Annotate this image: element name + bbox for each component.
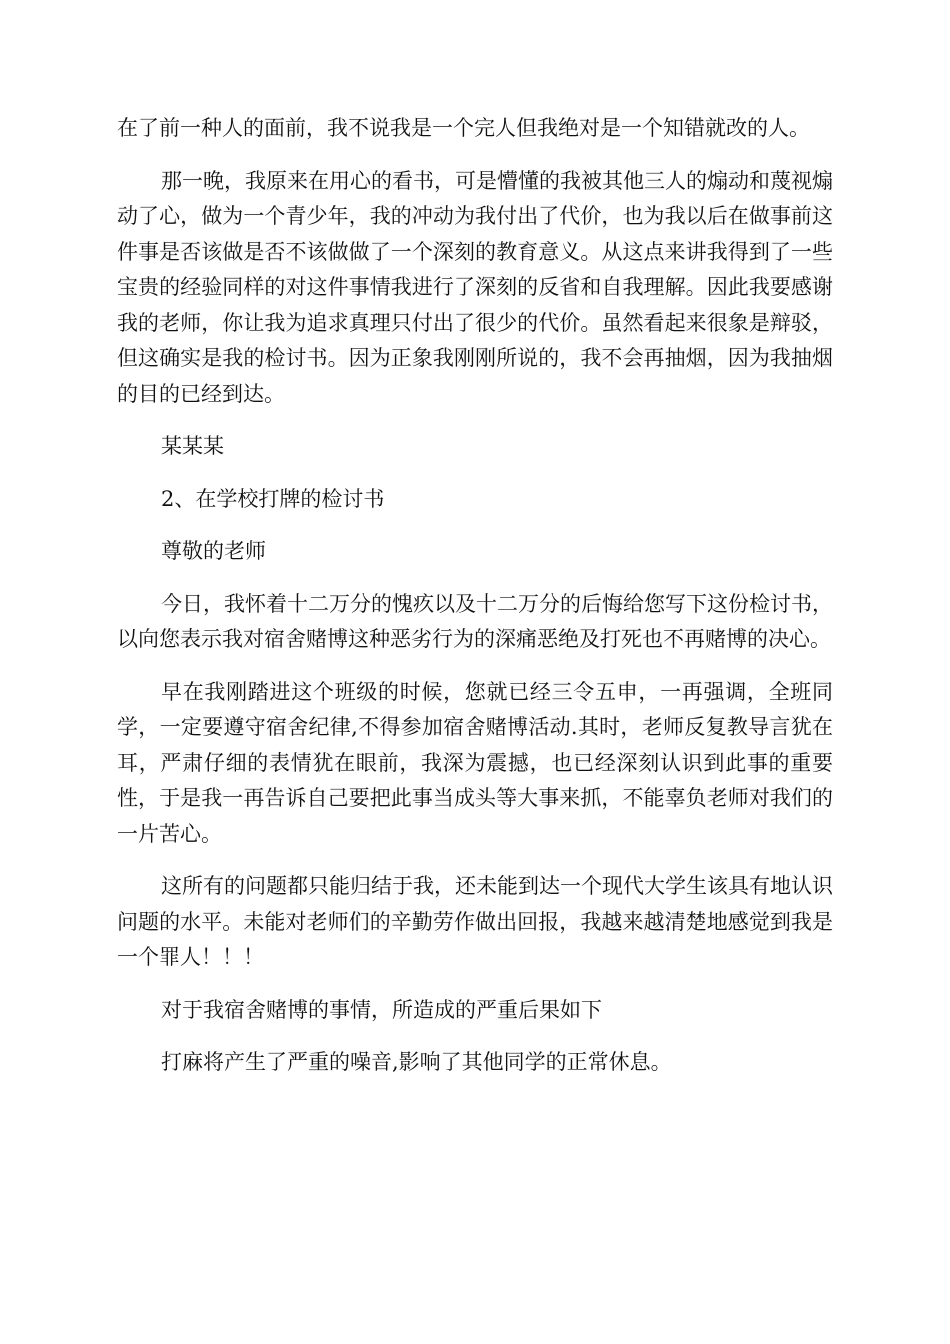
paragraph-responsibility: 这所有的问题都只能归结于我，还未能到达一个现代大学生该具有地认识问题的水平。未能对老师们的辛勤劳作做出回报，我越来越清楚地感觉到我是一个罪人！！！ [117,874,833,969]
paragraph-consequence-noise: 打麻将产生了严重的噪音,影响了其他同学的正常休息。 [161,1050,672,1074]
paragraph-reflection: 那一晚，我原来在用心的看书，可是懵懂的我被其他三人的煽动和蔑视煽动了心，做为一个青少年，我的冲动为我付出了代价，也为我以后在做事前这件事是否该做是否不该做做了一个深刻的教育意义。从这点来讲我得到了一些宝贵的经验同样的对这件事情我进行了深刻的反省和自我理解。因此我要感谢我的老师，你让我为追求真理只付出了很少的代价。虽然看起来很象是辩驳，但这确实是我的检讨书。因为正象我刚刚所说的，我不会再抽烟，因为我抽烟的目的已经到达。 [117,168,833,406]
document-body [117,111,833,1098]
paragraph-consequences-heading: 对于我宿舍赌博的事情，所造成的严重后果如下 [161,997,602,1022]
section-heading: 2、在学校打牌的检讨书 [161,486,385,511]
paragraph-continuation: 在了前一种人的面前，我不说我是一个完人但我绝对是一个知错就改的人。 [117,116,810,140]
salutation: 尊敬的老师 [161,539,266,563]
paragraph-intro: 今日，我怀着十二万分的愧疚以及十二万分的后悔给您写下这份检讨书，以向您表示我对宿舍赌博这种恶劣行为的深痛恶绝及打死也不再赌博的决心。 [117,591,833,651]
paragraph-background: 早在我刚踏进这个班级的时候，您就已经三令五申，一再强调，全班同学，一定要遵守宿舍纪律,不得参加宿舍赌博活动.其时，老师反复教导言犹在耳，严肃仔细的表情犹在眼前，我深为震撼，也已经深刻认识到此事的重要性，于是我一再告诉自己要把此事当成头等大事来抓，不能辜负老师对我们的一片苦心。 [117,679,833,846]
signature-name: 某某某 [161,434,224,458]
